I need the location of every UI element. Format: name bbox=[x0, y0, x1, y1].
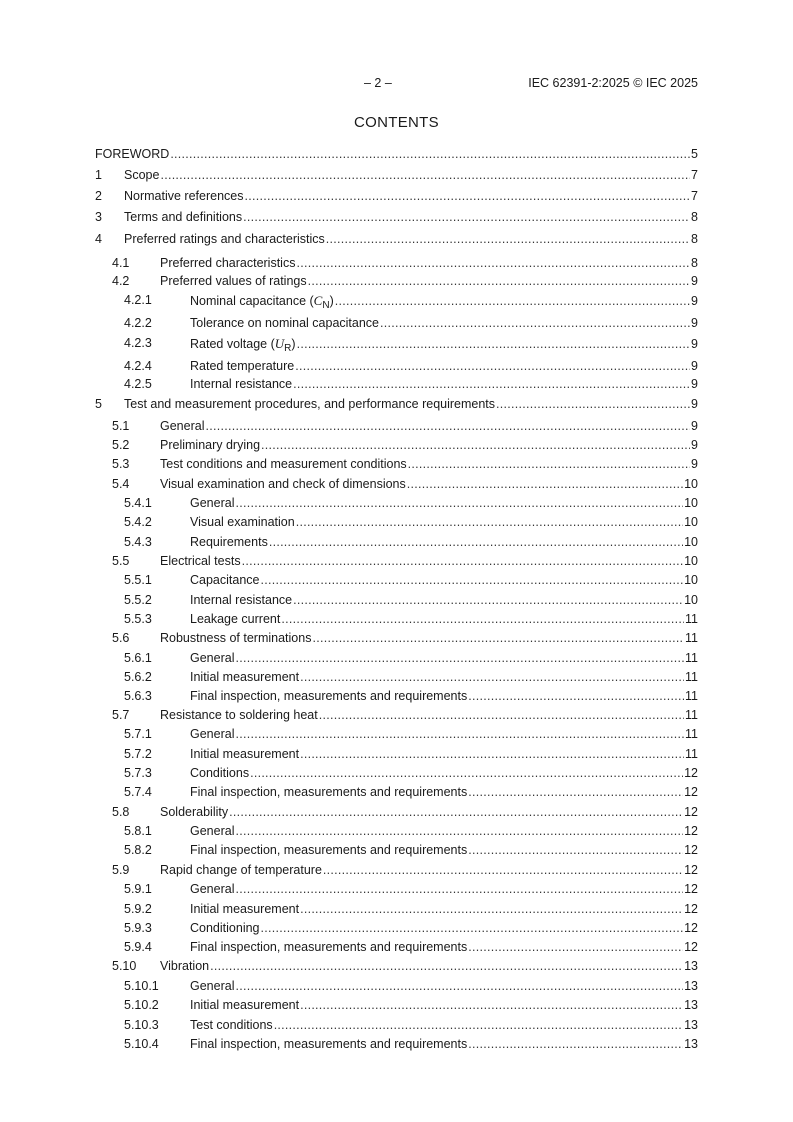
toc-entry-page: 9 bbox=[691, 419, 698, 433]
dot-leader bbox=[300, 747, 684, 762]
toc-entry-title: Terms and definitions bbox=[124, 210, 243, 224]
dot-leader bbox=[335, 294, 690, 309]
toc-entry-page: 12 bbox=[684, 805, 698, 819]
toc-entry-page: 12 bbox=[684, 785, 698, 799]
toc-entry-number: 4.2.4 bbox=[124, 359, 152, 373]
dot-leader bbox=[235, 979, 683, 994]
toc-entry[interactable] bbox=[95, 1037, 698, 1052]
toc-entry-number: 5.10 bbox=[112, 959, 137, 973]
toc-entry-page: 12 bbox=[684, 843, 698, 857]
toc-entry-number: 5.9.4 bbox=[124, 940, 152, 954]
toc-entry-number: 4.2 bbox=[112, 274, 130, 288]
toc-entry-title: Preferred values of ratings bbox=[160, 274, 307, 288]
dot-leader bbox=[269, 535, 683, 550]
toc-entry-number: 4.2.1 bbox=[124, 293, 152, 307]
toc-entry-page: 11 bbox=[685, 727, 698, 741]
toc-entry[interactable] bbox=[95, 377, 698, 392]
toc-entry[interactable] bbox=[95, 902, 698, 917]
dot-leader bbox=[312, 631, 684, 646]
toc-entry-title: General bbox=[190, 727, 235, 741]
toc-entry-title: Final inspection, measurements and requirements bbox=[190, 1037, 468, 1051]
toc-entry-page: 13 bbox=[684, 1037, 698, 1051]
dot-leader bbox=[468, 689, 684, 704]
toc-entry-number: 5.6 bbox=[112, 631, 130, 645]
toc-entry[interactable] bbox=[95, 805, 698, 820]
page-header bbox=[95, 76, 698, 92]
dot-leader bbox=[243, 210, 690, 225]
toc-entry-number: 4 bbox=[95, 232, 102, 246]
dot-leader bbox=[468, 1037, 683, 1052]
toc-entry-number: 5.6.3 bbox=[124, 689, 152, 703]
toc-entry-title: Internal resistance bbox=[190, 377, 293, 391]
toc-entry-title: Capacitance bbox=[190, 573, 260, 587]
toc-entry-page: 9 bbox=[691, 274, 698, 288]
math-symbol: U bbox=[274, 336, 285, 351]
toc-entry-title: Nominal capacitance $(C_N)$ bbox=[190, 293, 334, 311]
toc-entry-page: 10 bbox=[684, 496, 698, 510]
dot-leader bbox=[274, 1018, 683, 1033]
toc-entry-page: 9 bbox=[691, 377, 698, 391]
toc-entry-number: 2 bbox=[95, 189, 102, 203]
toc-entry-number: 5.1 bbox=[112, 419, 130, 433]
toc-entry[interactable] bbox=[95, 824, 698, 839]
toc-entry[interactable] bbox=[95, 336, 698, 354]
toc-entry-page: 10 bbox=[684, 515, 698, 529]
toc-entry-title: Initial measurement bbox=[190, 670, 300, 684]
math-subscript: N bbox=[322, 300, 330, 311]
toc-entry-title: Electrical tests bbox=[160, 554, 241, 568]
toc-entry-number: 5.9.2 bbox=[124, 902, 152, 916]
toc-entry-title: Conditioning bbox=[190, 921, 260, 935]
toc-entry[interactable] bbox=[95, 535, 698, 550]
toc-entry-number: 5.7 bbox=[112, 708, 130, 722]
dot-leader bbox=[319, 708, 684, 723]
toc-entry[interactable] bbox=[95, 274, 698, 289]
dot-leader bbox=[300, 902, 683, 917]
toc-entry-title: Conditions bbox=[190, 766, 250, 780]
dot-leader bbox=[297, 337, 690, 352]
dot-leader bbox=[293, 377, 690, 392]
toc-entry[interactable] bbox=[95, 843, 698, 858]
toc-entry-title: Initial measurement bbox=[190, 747, 300, 761]
dot-leader bbox=[281, 612, 684, 627]
toc-entry[interactable] bbox=[95, 477, 698, 492]
toc-entry-page: 10 bbox=[684, 554, 698, 568]
toc-entry-page: 11 bbox=[685, 747, 698, 761]
toc-entry-title: Test conditions and measurement conditions bbox=[160, 457, 407, 471]
toc-entry[interactable] bbox=[95, 554, 698, 569]
toc-entry-number: 5.9.1 bbox=[124, 882, 152, 896]
toc-entry-page: 7 bbox=[691, 168, 698, 182]
toc-entry[interactable] bbox=[95, 496, 698, 511]
toc-entry[interactable] bbox=[95, 998, 698, 1013]
toc-entry[interactable] bbox=[95, 979, 698, 994]
toc-entry[interactable] bbox=[95, 940, 698, 955]
standard-reference: IEC 62391-2:2025 © IEC 2025 bbox=[528, 76, 698, 90]
toc-entry-page: 12 bbox=[684, 766, 698, 780]
toc-entry-number: 5.10.2 bbox=[124, 998, 159, 1012]
toc-entry-number: 5.4.3 bbox=[124, 535, 152, 549]
dot-leader bbox=[235, 651, 684, 666]
toc-entry-page: 8 bbox=[691, 232, 698, 246]
toc-entry-number: 5.7.4 bbox=[124, 785, 152, 799]
dot-leader bbox=[250, 766, 683, 781]
dot-leader bbox=[300, 670, 684, 685]
dot-leader bbox=[235, 824, 683, 839]
toc-entry-title: Rated temperature bbox=[190, 359, 295, 373]
toc-entry[interactable] bbox=[95, 593, 698, 608]
dot-leader bbox=[308, 274, 690, 289]
toc-entry-title: Preliminary drying bbox=[160, 438, 261, 452]
toc-entry-number: 5.10.3 bbox=[124, 1018, 159, 1032]
toc-entry-number: 5.2 bbox=[112, 438, 130, 452]
toc-entry-page: 13 bbox=[684, 979, 698, 993]
dot-leader bbox=[293, 593, 683, 608]
toc-entry-title: Final inspection, measurements and requirements bbox=[190, 785, 468, 799]
dot-leader bbox=[242, 554, 684, 569]
toc-entry-page: 9 bbox=[691, 457, 698, 471]
toc-entry-title: Tolerance on nominal capacitance bbox=[190, 316, 380, 330]
toc-entry-number: 4.1 bbox=[112, 256, 130, 270]
toc-entry-page: 11 bbox=[685, 670, 698, 684]
toc-entry-title: Visual examination and check of dimensions bbox=[160, 477, 406, 491]
toc-entry[interactable] bbox=[95, 573, 698, 588]
toc-entry[interactable] bbox=[95, 293, 698, 311]
dot-leader bbox=[205, 419, 690, 434]
toc-entry-title: Internal resistance bbox=[190, 593, 293, 607]
toc-entry[interactable] bbox=[95, 397, 698, 412]
toc-entry[interactable] bbox=[95, 419, 698, 434]
toc-entry-number: 1 bbox=[95, 168, 102, 182]
toc-entry-page: 9 bbox=[691, 294, 698, 308]
toc-entry-title: Normative references bbox=[124, 189, 244, 203]
toc-entry-page: 10 bbox=[684, 573, 698, 587]
toc-entry-title: Solderability bbox=[160, 805, 229, 819]
toc-entry[interactable] bbox=[95, 457, 698, 472]
toc-entry-title: Leakage current bbox=[190, 612, 281, 626]
toc-entry-number: 5.9.3 bbox=[124, 921, 152, 935]
toc-entry-page: 12 bbox=[684, 940, 698, 954]
toc-entry-number: 4.2.5 bbox=[124, 377, 152, 391]
dot-leader bbox=[295, 359, 690, 374]
toc-entry-number: 5.5 bbox=[112, 554, 130, 568]
toc-entry-page: 7 bbox=[691, 189, 698, 203]
dot-leader bbox=[261, 438, 690, 453]
toc-entry-page: 11 bbox=[685, 612, 698, 626]
dot-leader bbox=[468, 940, 683, 955]
toc-entry[interactable] bbox=[95, 863, 698, 878]
toc-entry-page: 9 bbox=[691, 438, 698, 452]
toc-entry-number: 5.10.4 bbox=[124, 1037, 159, 1051]
toc-entry[interactable] bbox=[95, 168, 698, 183]
toc-entry-title: General bbox=[160, 419, 205, 433]
toc-entry-number: 5.8 bbox=[112, 805, 130, 819]
dot-leader bbox=[261, 921, 684, 936]
toc-entry-number: 4.2.3 bbox=[124, 336, 152, 350]
dot-leader bbox=[408, 457, 690, 472]
toc-entry-number: 5.7.2 bbox=[124, 747, 152, 761]
dot-leader bbox=[261, 573, 684, 588]
dot-leader bbox=[300, 998, 683, 1013]
toc-entry[interactable] bbox=[95, 316, 698, 331]
toc-entry-title: Test conditions bbox=[190, 1018, 273, 1032]
toc-entry-title: General bbox=[190, 882, 235, 896]
toc-entry-title: Final inspection, measurements and requirements bbox=[190, 689, 468, 703]
toc-entry[interactable] bbox=[95, 515, 698, 530]
toc-entry-page: 11 bbox=[685, 708, 698, 722]
toc-entry-page: 10 bbox=[684, 593, 698, 607]
toc-entry-page: 8 bbox=[691, 210, 698, 224]
toc-entry-title: Rapid change of temperature bbox=[160, 863, 322, 877]
toc-entry-title: Preferred ratings and characteristics bbox=[124, 232, 325, 246]
toc-entry-page: 9 bbox=[691, 397, 698, 411]
dot-leader bbox=[296, 256, 690, 271]
toc-entry[interactable] bbox=[95, 959, 698, 974]
dot-leader bbox=[160, 168, 690, 183]
toc-entry-number: 5.3 bbox=[112, 457, 130, 471]
toc-entry[interactable] bbox=[95, 785, 698, 800]
toc-entry-page: 5 bbox=[691, 147, 698, 161]
toc-entry-number: 5.10.1 bbox=[124, 979, 159, 993]
dot-leader bbox=[296, 515, 683, 530]
toc-entry[interactable] bbox=[95, 651, 698, 666]
dot-leader bbox=[468, 785, 683, 800]
toc-entry-title: Preferred characteristics bbox=[160, 256, 296, 270]
toc-entry-page: 12 bbox=[684, 824, 698, 838]
toc-entry[interactable] bbox=[95, 147, 698, 162]
dot-leader bbox=[326, 232, 690, 247]
toc-entry-page: 9 bbox=[691, 316, 698, 330]
toc-entry-page: 10 bbox=[684, 535, 698, 549]
toc-entry-page: 13 bbox=[684, 998, 698, 1012]
toc-entry-number: 5 bbox=[95, 397, 102, 411]
toc-entry-title: General bbox=[190, 496, 235, 510]
dot-leader bbox=[245, 189, 691, 204]
toc-entry-number: 5.7.3 bbox=[124, 766, 152, 780]
toc-entry[interactable] bbox=[95, 689, 698, 704]
toc-entry-title: Final inspection, measurements and requirements bbox=[190, 843, 468, 857]
toc-entry-number: 5.8.1 bbox=[124, 824, 152, 838]
toc-entry-page: 12 bbox=[684, 902, 698, 916]
toc-entry-page: 10 bbox=[684, 477, 698, 491]
dot-leader bbox=[229, 805, 683, 820]
toc-entry-title: Initial measurement bbox=[190, 998, 300, 1012]
page-number: – 2 – bbox=[364, 76, 392, 90]
toc-entry[interactable] bbox=[95, 210, 698, 225]
dot-leader bbox=[323, 863, 683, 878]
toc-entry-number: 3 bbox=[95, 210, 102, 224]
toc-entry[interactable] bbox=[95, 708, 698, 723]
dot-leader bbox=[380, 316, 690, 331]
dot-leader bbox=[468, 843, 683, 858]
toc-entry-title: General bbox=[190, 979, 235, 993]
toc-entry[interactable] bbox=[95, 747, 698, 762]
toc-entry-number: 5.5.3 bbox=[124, 612, 152, 626]
dot-leader bbox=[407, 477, 683, 492]
toc-entry[interactable] bbox=[95, 921, 698, 936]
toc-entry-title: Rated voltage $(U_R)$ bbox=[190, 336, 296, 354]
dot-leader bbox=[496, 397, 690, 412]
toc-entry-title: Final inspection, measurements and requirements bbox=[190, 940, 468, 954]
dot-leader bbox=[235, 727, 684, 742]
toc-entry-page: 13 bbox=[684, 1018, 698, 1032]
toc-entry-number: 5.4 bbox=[112, 477, 130, 491]
toc-entry-title: Initial measurement bbox=[190, 902, 300, 916]
toc-entry-page: 11 bbox=[685, 651, 698, 665]
dot-leader bbox=[235, 882, 683, 897]
toc-entry[interactable] bbox=[95, 670, 698, 685]
toc-entry-number: 5.4.1 bbox=[124, 496, 152, 510]
toc-entry[interactable] bbox=[95, 1018, 698, 1033]
math-subscript: R bbox=[284, 343, 292, 354]
toc-entry-title: Vibration bbox=[160, 959, 210, 973]
math-symbol: C bbox=[313, 293, 323, 308]
toc-entry-number: 5.6.2 bbox=[124, 670, 152, 684]
toc-entry-number: 5.5.2 bbox=[124, 593, 152, 607]
toc-entry-page: 9 bbox=[691, 337, 698, 351]
dot-leader bbox=[170, 147, 690, 162]
toc-entry[interactable] bbox=[95, 766, 698, 781]
toc-entry[interactable] bbox=[95, 631, 698, 646]
toc-entry[interactable] bbox=[95, 189, 698, 204]
toc-entry-title: Visual examination bbox=[190, 515, 295, 529]
toc-entry-page: 11 bbox=[685, 631, 698, 645]
toc-entry[interactable] bbox=[95, 438, 698, 453]
toc-entry-title: General bbox=[190, 651, 235, 665]
toc-entry-title: Test and measurement procedures, and performance requirements bbox=[124, 397, 496, 411]
toc-entry-number: 5.4.2 bbox=[124, 515, 152, 529]
toc-entry-page: 12 bbox=[684, 882, 698, 896]
toc-entry-number: 5.6.1 bbox=[124, 651, 152, 665]
toc-entry-number: 5.7.1 bbox=[124, 727, 152, 741]
toc-entry-title: FOREWORD bbox=[95, 147, 170, 161]
toc-entry-page: 12 bbox=[684, 863, 698, 877]
toc-entry-page: 13 bbox=[684, 959, 698, 973]
toc-entry-page: 9 bbox=[691, 359, 698, 373]
toc-entry-page: 12 bbox=[684, 921, 698, 935]
toc-entry[interactable] bbox=[95, 727, 698, 742]
toc-entry-title: Requirements bbox=[190, 535, 268, 549]
toc-entry[interactable] bbox=[95, 612, 698, 627]
toc-entry-page: 8 bbox=[691, 256, 698, 270]
toc-entry-number: 4.2.2 bbox=[124, 316, 152, 330]
toc-entry-title: Robustness of terminations bbox=[160, 631, 312, 645]
toc-entry-title: Scope bbox=[124, 168, 160, 182]
dot-leader bbox=[210, 959, 683, 974]
toc-entry[interactable] bbox=[95, 232, 698, 247]
toc-entry-number: 5.8.2 bbox=[124, 843, 152, 857]
toc-entry[interactable] bbox=[95, 359, 698, 374]
toc-entry-page: 11 bbox=[685, 689, 698, 703]
page-title: CONTENTS bbox=[354, 114, 439, 131]
toc-entry-number: 5.9 bbox=[112, 863, 130, 877]
toc-entry[interactable] bbox=[95, 882, 698, 897]
toc-entry-title: Resistance to soldering heat bbox=[160, 708, 318, 722]
toc-entry-title: General bbox=[190, 824, 235, 838]
toc-entry[interactable] bbox=[95, 256, 698, 271]
dot-leader bbox=[235, 496, 683, 511]
toc-entry-number: 5.5.1 bbox=[124, 573, 152, 587]
